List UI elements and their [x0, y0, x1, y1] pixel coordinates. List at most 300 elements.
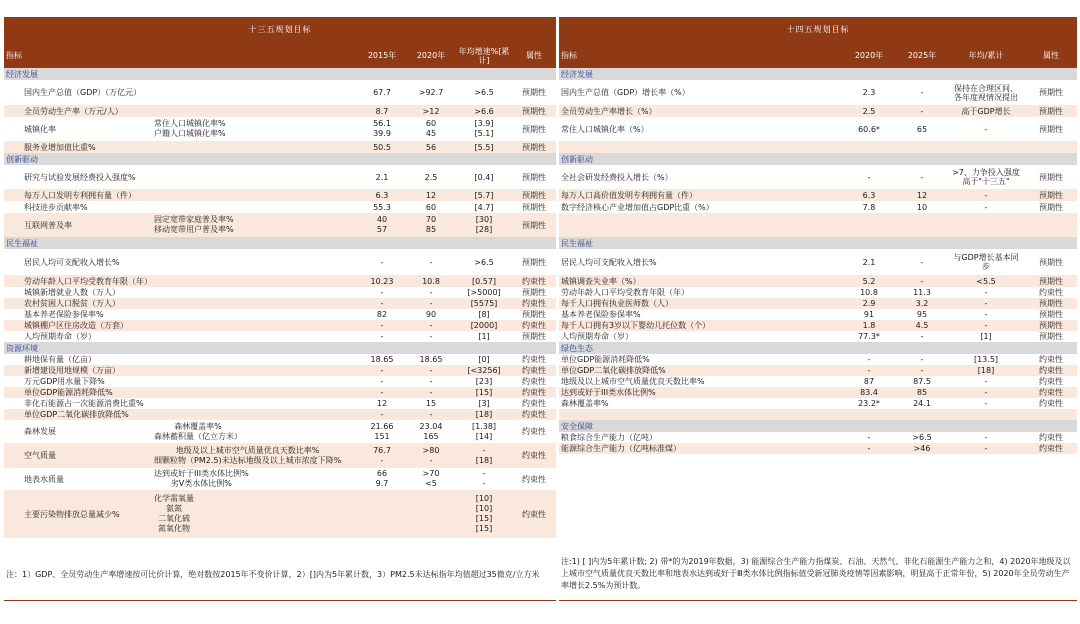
value-2020-line: 165	[423, 431, 439, 441]
col-attr: 属性	[526, 51, 542, 60]
attribute: 约束性	[522, 366, 546, 375]
value-growth	[458, 213, 510, 237]
sub-indicator: 化学需氧量	[154, 494, 194, 503]
value-2015: -	[380, 299, 384, 308]
attribute: 预期性	[1039, 332, 1063, 341]
section-row	[4, 153, 556, 165]
value-2025: 95	[916, 310, 928, 319]
table-row	[4, 398, 556, 409]
value-growth-line: [28]	[475, 225, 493, 234]
table-row	[559, 298, 1077, 309]
section-row	[559, 68, 1077, 80]
attribute: 预期性	[522, 288, 546, 297]
section-row	[559, 342, 1077, 354]
right-bottom-rule	[559, 600, 1077, 601]
value-2015	[357, 468, 407, 490]
attribute: 预期性	[522, 332, 546, 341]
value-2015: 8.7	[375, 106, 389, 116]
value-2020-line: 45	[425, 129, 437, 138]
attribute: 预期性	[1039, 276, 1063, 286]
value-growth: [0.57]	[471, 276, 497, 286]
value-growth: [5575]	[470, 299, 498, 308]
attribute: 预期性	[522, 190, 546, 200]
value-2020: 77.3*	[858, 332, 880, 341]
table-row	[559, 189, 1077, 201]
value-annual-cumulative: -	[984, 321, 988, 330]
indicator-name: 达到或好于III类水体比例%	[561, 388, 656, 397]
table-row	[4, 117, 556, 141]
col-2025: 2025年	[907, 51, 937, 60]
indicator-name: 居民人均可支配收入增长%	[561, 257, 657, 267]
section-label: 民生福祉	[6, 238, 38, 248]
indicator-name: 单位GDP能源消耗降低%	[561, 355, 650, 364]
attribute: 预期性	[1039, 257, 1063, 267]
table-row	[559, 443, 1077, 454]
value-growth: [1]	[478, 332, 490, 341]
indicator-name: 城镇新增就业人数（万人）	[24, 288, 120, 297]
value-2015: 55.3	[373, 202, 391, 212]
blank-row	[559, 454, 1077, 494]
table-row	[4, 80, 556, 105]
indicator-name: 人均预期寿命（岁）	[24, 332, 96, 341]
indicator-name: 每万人口高价值发明专利拥有量（件）	[561, 190, 697, 200]
table-row	[559, 387, 1077, 398]
value-growth	[458, 490, 510, 538]
attribute: 预期性	[522, 124, 546, 134]
section-label: 创新驱动	[561, 154, 593, 164]
value-2020: 23.2*	[858, 399, 880, 408]
table-row	[4, 201, 556, 213]
section-row	[4, 68, 556, 80]
value-2015: 12	[376, 399, 388, 408]
value-growth-line: [10]	[475, 504, 493, 513]
value-growth-line: [10]	[475, 494, 493, 503]
value-2015: -	[380, 377, 384, 386]
value-2020: 10.8	[860, 288, 878, 297]
value-2015	[357, 117, 407, 141]
value-2020: -	[867, 433, 871, 442]
value-growth-line: [14]	[475, 431, 493, 441]
value-annual-cumulative: -	[984, 399, 988, 408]
table-row	[4, 320, 556, 331]
indicator-name: 主要污染物排放总量减少%	[24, 509, 120, 519]
value-2015: -	[380, 257, 384, 267]
indicator-name: 粮食综合生产能力（亿吨）	[561, 433, 657, 442]
table-row	[4, 376, 556, 387]
value-annual-cumulative: -	[984, 202, 988, 212]
attribute: 预期性	[522, 106, 546, 116]
section-label: 资源环境	[6, 343, 38, 353]
value-annual-cumulative: -	[984, 299, 988, 308]
value-2015-line: 40	[376, 215, 388, 224]
attribute: 约束性	[1039, 444, 1063, 453]
section-row	[559, 237, 1077, 249]
attribute: 约束性	[522, 321, 546, 330]
value-2015: -	[380, 388, 384, 397]
attribute: 预期性	[1039, 310, 1063, 319]
value-growth-line: [15]	[475, 514, 493, 523]
indicator-name: 森林发展	[24, 427, 56, 436]
attribute: 约束性	[522, 410, 546, 419]
value-2015: -	[380, 366, 384, 375]
table-row	[4, 365, 556, 376]
value-annual-cumulative: [13.5]	[973, 355, 999, 364]
value-growth: [23]	[475, 377, 493, 386]
value-2020: 5.2	[862, 276, 876, 286]
value-2015: -	[380, 321, 384, 330]
indicator-name: 数字经济核心产业增加值占GDP比重（%）	[561, 202, 714, 212]
value-2020-line: <5	[425, 479, 437, 488]
table-row	[559, 376, 1077, 387]
indicator-name: 能源综合生产能力（亿吨标准煤）	[561, 444, 681, 453]
value-2025: 65	[916, 124, 928, 134]
value-2020	[406, 420, 456, 443]
value-2015: -	[380, 332, 384, 341]
value-2020: -	[429, 288, 433, 297]
value-2025: -	[920, 106, 924, 116]
table-row	[559, 249, 1077, 275]
sub-indicators	[154, 420, 242, 443]
value-2020: 56	[425, 142, 437, 152]
right-title: 十四五规划目标	[786, 25, 850, 34]
value-growth-line: -	[482, 445, 486, 455]
value-2020: -	[867, 172, 871, 182]
value-growth-line: -	[482, 479, 486, 488]
value-growth: [>5000]	[467, 288, 501, 297]
col-indicator: 指标	[6, 51, 22, 60]
indicator-name: 常住人口城镇化率（%）	[561, 124, 649, 134]
indicator-name: 农村贫困人口脱贫（万人）	[24, 299, 120, 308]
value-2025: 3.2	[915, 299, 929, 308]
col-attr: 属性	[1043, 51, 1059, 60]
sub-indicator: 氨氮	[166, 504, 182, 513]
value-2020: -	[429, 410, 433, 419]
value-annual-cumulative: -	[984, 190, 988, 200]
value-annual-cumulative: [18]	[977, 366, 995, 375]
table-row	[4, 420, 556, 443]
value-growth-line: [18]	[475, 455, 493, 465]
value-annual-cumulative: >7、力争投入强度高于"十三五"	[952, 168, 1020, 186]
value-2020: >12	[422, 106, 440, 116]
value-growth-line: [3.9]	[474, 119, 494, 128]
value-growth: [2000]	[470, 321, 498, 330]
attribute: 约束性	[522, 276, 546, 286]
table-row	[4, 189, 556, 201]
value-2020: 2.5	[424, 172, 438, 182]
value-2015-line: -	[380, 455, 384, 465]
attribute: 约束性	[1039, 366, 1063, 375]
table-row	[559, 354, 1077, 365]
indicator-name: 科技进步贡献率%	[24, 202, 88, 212]
attribute: 预期性	[522, 172, 546, 182]
value-growth: [18]	[475, 410, 493, 419]
sub-indicator: 移动宽带用户普及率%	[154, 225, 234, 234]
indicator-name: 城镇棚户区住房改造（万套）	[24, 321, 128, 330]
table-row	[559, 320, 1077, 331]
table-row	[4, 354, 556, 365]
value-2020: 7.8	[862, 202, 876, 212]
value-growth: [4.7]	[474, 202, 494, 212]
section-label: 安全保障	[561, 421, 593, 431]
value-2015-line: 21.66	[370, 421, 394, 431]
sub-indicators	[154, 213, 234, 237]
table-13th-five-year-plan	[4, 17, 556, 538]
attribute: 约束性	[522, 451, 546, 460]
table-row	[4, 387, 556, 398]
value-2025: >46	[913, 444, 931, 453]
col-growth: 年均增速%[累计]	[458, 46, 510, 65]
value-2020-line: -	[429, 455, 433, 465]
table-row	[4, 490, 556, 538]
sub-indicator: 常住人口城镇化率%	[154, 119, 226, 128]
value-2020	[406, 443, 456, 468]
section-row	[559, 153, 1077, 165]
value-2020	[406, 213, 456, 237]
table-14th-five-year-plan	[559, 17, 1077, 494]
value-2015: 82	[376, 310, 388, 319]
indicator-name: 基本养老保险参保率%	[24, 310, 104, 319]
value-2020: 18.65	[419, 355, 443, 364]
attribute: 预期性	[1039, 321, 1063, 330]
value-growth-line: [5.1]	[474, 129, 494, 138]
value-2020: 2.5	[862, 106, 876, 116]
attribute: 约束性	[522, 474, 546, 484]
value-2020: 83.4	[860, 388, 878, 397]
indicator-name: 万元GDP用水量下降%	[24, 377, 105, 386]
value-2020: -	[429, 299, 433, 308]
table-row	[4, 468, 556, 490]
attribute: 预期性	[1039, 88, 1063, 97]
section-label: 经济发展	[6, 69, 38, 79]
value-2015-line: 57	[376, 225, 388, 234]
attribute: 预期性	[522, 202, 546, 212]
attribute: 约束性	[1039, 377, 1063, 386]
col-indicator: 指标	[561, 51, 577, 60]
value-growth-line: [30]	[475, 215, 493, 224]
right-footnote: 注:1) [ ]内为5年累计数; 2) 带*的为2019年数据，3) 能源综合生产能力指煤炭、石油、天然气、非化石能源生产能力之和，4) 2020年地级及以上城市空气质量优良天数比率和地表水达到或好于Ⅲ类水体比例指标值受新冠肺炎疫情等因素影响，明显高于正常年份，5) 2020年全员劳动生产率增长2.5%为预计数。	[561, 557, 1071, 590]
value-2015: -	[380, 288, 384, 297]
table-row	[4, 105, 556, 117]
indicator-name: 每千人口拥有3岁以下婴幼儿托位数（个）	[561, 321, 711, 330]
indicator-name: 每万人口发明专利拥有量（件）	[24, 190, 136, 200]
col-2020: 2020年	[854, 51, 884, 60]
indicator-name: 森林覆盖率%	[561, 399, 609, 408]
indicator-name: 单位GDP二氧化碳排放降低%	[561, 366, 666, 375]
attribute: 预期性	[1039, 106, 1063, 116]
value-2020: 6.3	[862, 190, 876, 200]
col-2020: 2020年	[416, 51, 446, 60]
value-2025: 11.3	[913, 288, 931, 297]
table-row	[559, 201, 1077, 213]
left-footnote: 注：1）GDP、全员劳动生产率增速按可比价计算，绝对数按2015年不变价计算，2）[]内为5年累计数，3）PM2.5未达标指年均值超过35微克/立方米	[6, 570, 540, 579]
value-2025: -	[920, 276, 924, 286]
table-row	[4, 409, 556, 420]
value-growth: >6.5	[474, 257, 494, 267]
sub-indicator: 地级及以上城市空气质量优良天数比率%	[175, 445, 320, 455]
attribute: 约束性	[1039, 433, 1063, 442]
value-2020: 2.1	[862, 257, 876, 267]
table-row	[559, 287, 1077, 298]
value-growth: [5.5]	[474, 142, 494, 152]
table-row	[559, 275, 1077, 287]
attribute: 预期性	[522, 310, 546, 319]
value-2020: 12	[425, 190, 437, 200]
value-2025: 85	[916, 388, 928, 397]
value-2015	[357, 420, 407, 443]
indicator-name: 城镇化率	[24, 124, 56, 134]
value-annual-cumulative: [1]	[980, 332, 992, 341]
attribute: 预期性	[522, 220, 546, 230]
sub-indicators	[154, 490, 194, 538]
table-row	[4, 298, 556, 309]
attribute: 约束性	[1039, 388, 1063, 397]
attribute: 约束性	[1039, 288, 1063, 297]
section-label: 民生福祉	[561, 238, 593, 248]
value-2025: 12	[916, 190, 928, 200]
table-row	[559, 80, 1077, 105]
sub-indicators	[154, 468, 249, 490]
value-2020	[406, 490, 456, 538]
table-row	[559, 105, 1077, 117]
value-2025: -	[920, 332, 924, 341]
value-2020-line: 85	[425, 225, 437, 234]
attribute: 约束性	[522, 427, 546, 436]
value-2020: 90	[425, 310, 437, 319]
indicator-name: 耕地保有量（亿亩）	[24, 355, 96, 364]
section-row	[4, 237, 556, 249]
right-column-headers	[559, 43, 1077, 68]
value-2015-line: 9.7	[375, 479, 389, 488]
attribute: 约束性	[522, 355, 546, 364]
value-2025: -	[920, 355, 924, 364]
section-row	[559, 420, 1077, 432]
value-2015	[357, 213, 407, 237]
right-header	[559, 17, 1077, 68]
value-annual-cumulative: -	[984, 433, 988, 442]
sub-indicators	[154, 117, 226, 141]
sub-indicator: 森林蓄积量（亿立方米）	[154, 431, 242, 441]
left-bottom-rule	[4, 600, 556, 601]
value-growth: [0]	[478, 355, 490, 364]
value-annual-cumulative: 保持在合理区间、各年度视情况提出	[954, 83, 1018, 102]
value-2015: 10.23	[370, 276, 394, 286]
value-growth: >6.5	[474, 88, 494, 97]
table-row	[559, 309, 1077, 320]
left-table-body	[4, 68, 556, 538]
col-annual-cumulative: 年均/累计	[968, 51, 1004, 60]
value-2025: -	[920, 172, 924, 182]
indicator-name: 全员劳动生产率（万元/人）	[24, 106, 123, 116]
value-annual-cumulative: 高于GDP增长	[961, 106, 1011, 116]
table-row	[559, 398, 1077, 409]
section-label: 经济发展	[561, 69, 593, 79]
value-growth	[458, 468, 510, 490]
value-2020: -	[867, 444, 871, 453]
table-row	[4, 165, 556, 189]
value-2020	[406, 117, 456, 141]
attribute: 预期性	[1039, 172, 1063, 182]
value-2020: -	[429, 377, 433, 386]
attribute: 约束性	[1039, 399, 1063, 408]
value-growth-line: [15]	[475, 524, 493, 533]
value-2015-line: 56.1	[373, 119, 391, 128]
table-row	[4, 331, 556, 342]
indicator-name: 空气质量	[24, 451, 56, 460]
value-growth-line: -	[482, 469, 486, 478]
value-2020-line: >70	[422, 469, 440, 478]
value-growth: [0.4]	[474, 172, 494, 182]
value-2020: 91	[863, 310, 875, 319]
value-growth: [15]	[475, 388, 493, 397]
attribute: 约束性	[522, 399, 546, 408]
value-2020: -	[429, 388, 433, 397]
sub-indicator: 二氧化硫	[158, 514, 190, 523]
indicator-name: 地表水质量	[24, 474, 64, 484]
value-annual-cumulative: -	[984, 310, 988, 319]
value-2025: 4.5	[915, 321, 929, 330]
value-2020: -	[429, 321, 433, 330]
value-2020: -	[867, 355, 871, 364]
table-row	[559, 117, 1077, 141]
value-2015-line: 151	[374, 431, 390, 441]
value-2025: 24.1	[913, 399, 931, 408]
value-2020	[406, 468, 456, 490]
value-annual-cumulative: <5.5	[976, 276, 996, 286]
sub-indicator: 氮氧化物	[158, 524, 190, 533]
value-2025: -	[920, 88, 924, 97]
value-2020: 60	[425, 202, 437, 212]
table-row	[4, 309, 556, 320]
value-2025: -	[920, 257, 924, 267]
sub-indicator: 达到或好于III类水体比例%	[154, 469, 249, 478]
attribute: 预期性	[522, 88, 546, 97]
value-2015: 67.7	[373, 88, 391, 97]
value-growth: [<3256]	[467, 366, 501, 375]
attribute: 预期性	[1039, 124, 1063, 134]
indicator-name: 单位GDP能源消耗降低%	[24, 388, 113, 397]
left-column-headers	[4, 43, 556, 68]
value-2025: 87.5	[913, 377, 931, 386]
value-2015: 6.3	[375, 190, 389, 200]
attribute: 预期性	[522, 142, 546, 152]
sub-indicator: 森林覆盖率%	[174, 421, 222, 431]
value-2020-line: 23.04	[419, 421, 443, 431]
sub-indicator: 固定宽带家庭普及率%	[154, 215, 234, 224]
value-2025: -	[920, 366, 924, 375]
indicator-name: 全社会研发经费投入增长（%）	[561, 172, 673, 182]
table-row	[4, 249, 556, 275]
section-row	[4, 342, 556, 354]
indicator-name: 全员劳动生产率增长（%）	[561, 106, 657, 116]
value-2015: 18.65	[370, 355, 394, 364]
blank-row	[559, 213, 1077, 237]
indicator-name: 研究与试验发展经费投入强度%	[24, 172, 136, 182]
indicator-name: 劳动年龄人口平均受教育年限（年）	[24, 276, 152, 286]
table-row	[4, 275, 556, 287]
table-row	[4, 213, 556, 237]
value-2020: 2.9	[862, 299, 876, 308]
indicator-name: 每千人口拥有执业医师数（人）	[561, 299, 673, 308]
value-annual-cumulative: -	[984, 444, 988, 453]
attribute: 约束性	[522, 299, 546, 308]
left-title: 十三五规划目标	[248, 25, 312, 34]
value-2020: 1.8	[862, 321, 876, 330]
indicator-name: 服务业增加值比重%	[24, 142, 96, 152]
indicator-name: 基本养老保险参保率%	[561, 310, 641, 319]
value-2015: 50.5	[373, 142, 391, 152]
indicator-name: 新增建设用地规模（万亩）	[24, 366, 120, 375]
blank-row	[559, 141, 1077, 153]
